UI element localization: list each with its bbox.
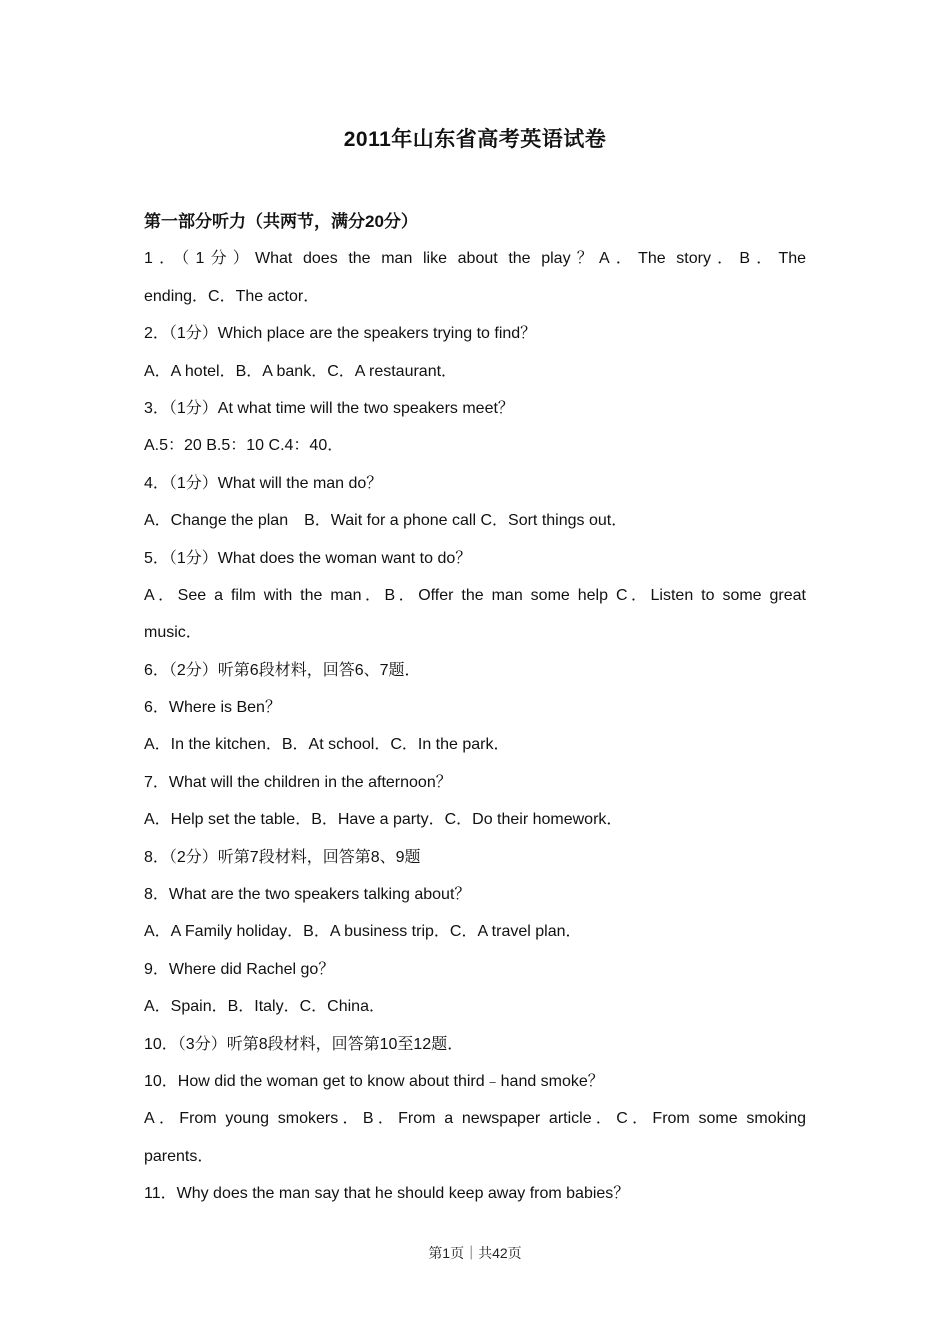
question-line: A．In the kitchen．B．At school．C．In the park． — [144, 736, 510, 754]
page-footer: 第1页｜共42页 — [428, 1245, 522, 1261]
question-line: ending．C．The actor． — [144, 287, 320, 305]
question-line: parents． — [144, 1147, 214, 1165]
question-line: A．A Family holiday．B．A business trip．C．A travel plan． — [144, 923, 582, 941]
question-line: 10．How did the woman get to know about third﹣hand smoke？ — [144, 1072, 604, 1090]
section-heading: 第一部分听力（共两节，满分20分） — [144, 212, 418, 231]
question-line: A．See a film with the man．B．Offer the man some help C．Listen to some great — [144, 586, 806, 604]
question-line: 8．（2分）听第7段材料，回答第8、9题 — [144, 848, 421, 866]
question-line: A．From young smokers．B．From a newspaper article．C．From some smoking — [144, 1110, 806, 1128]
question-line: A．Help set the table．B．Have a party．C．Do their homework． — [144, 811, 623, 829]
question-line: 1．（1分）What does the man like about the play？A．The story．B．The — [144, 250, 806, 268]
question-line: 2．（1分）Which place are the speakers trying to find？ — [144, 325, 537, 343]
page-title: 2011年山东省高考英语试卷 — [343, 128, 607, 151]
question-line: A.5：20 B.5：10 C.4：40． — [144, 437, 344, 455]
question-line: 5．（1分）What does the woman want to do？ — [144, 549, 472, 567]
question-line: 9．Where did Rachel go？ — [144, 960, 335, 978]
question-line: music． — [144, 624, 202, 642]
question-line: A．Spain．B．Italy．C．China． — [144, 998, 385, 1016]
question-line: 3．（1分）At what time will the two speakers meet？ — [144, 399, 514, 417]
question-line: 6．Where is Ben？ — [144, 699, 281, 717]
question-line: A．Change the plan B．Wait for a phone call C．Sort things out． — [144, 512, 628, 530]
question-line: 6．（2分）听第6段材料，回答6、7题． — [144, 661, 421, 679]
exam-content — [144, 203, 806, 1213]
question-line: 7．What will the children in the afternoon？ — [144, 773, 452, 791]
question-line: A．A hotel．B．A bank．C．A restaurant． — [144, 362, 458, 380]
question-line: 11．Why does the man say that he should keep away from babies？ — [144, 1185, 630, 1203]
question-line: 8．What are the two speakers talking about？ — [144, 886, 471, 904]
question-line: 4．（1分）What will the man do？ — [144, 474, 383, 492]
question-line: 10．（3分）听第8段材料，回答第10至12题． — [144, 1035, 464, 1053]
